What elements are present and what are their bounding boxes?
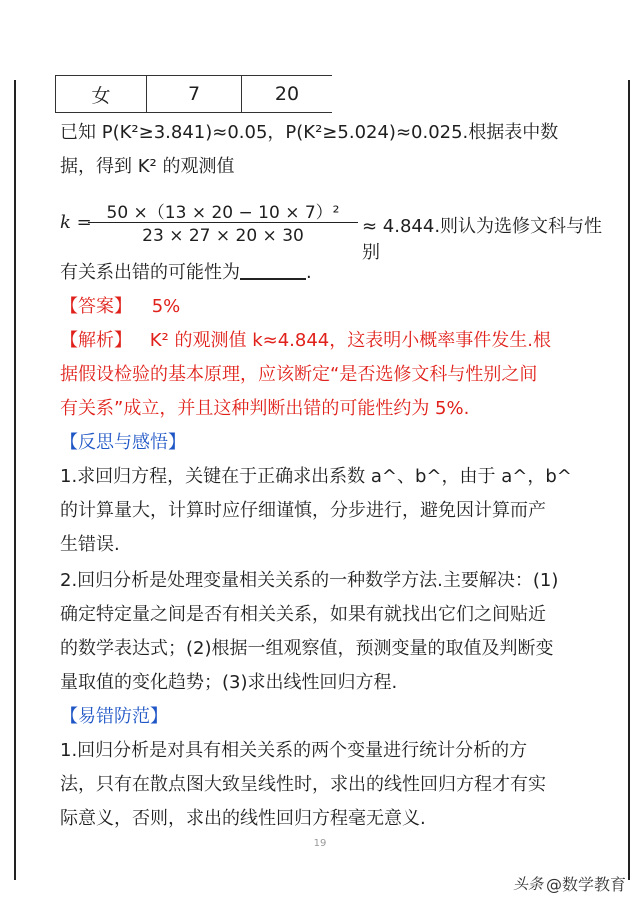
text-line: 2.回归分析是处理变量相关关系的一种数学方法.主要解决：(1) <box>60 570 559 591</box>
page-number: 19 <box>313 838 327 849</box>
watermark <box>513 872 626 895</box>
formula-numerator: 50 ×（13 × 20 − 10 × 7）² <box>106 203 340 223</box>
text-line: 1.回归分析是对具有相关关系的两个变量进行统计分析的方 <box>60 740 528 761</box>
watermark-logo: 头条 <box>512 875 543 893</box>
fraction-bar <box>88 222 358 223</box>
question-line: 有关系出错的可能性为 . <box>60 262 312 283</box>
table-cell: 7 <box>147 76 242 113</box>
data-table <box>55 75 332 113</box>
text-line: 已知 P(K²≥3.841)≈0.05，P(K²≥5.024)≈0.025.根据表中数 <box>60 122 559 143</box>
text-line: 际意义，否则，求出的线性回归方程毫无意义. <box>60 808 426 829</box>
formula-lhs: k = <box>60 212 92 233</box>
text-line: 量取值的变化趋势；(3)求出线性回归方程. <box>60 672 398 693</box>
text-line: 确定特定量之间是否有相关关系，如果有就找出它们之间贴近 <box>60 604 546 625</box>
text-line: 生错误. <box>60 534 120 555</box>
formula-k <box>60 198 620 263</box>
analysis-line: 有关系”成立，并且这种判断出错的可能性约为 5%. <box>60 398 470 419</box>
analysis-line <box>60 326 551 352</box>
formula-rhs: ≈ 4.844.则认为选修文科与性别 <box>362 216 603 263</box>
text-line: 的数学表达式；(2)根据一组观察值，预测变量的取值及判断变 <box>60 638 554 659</box>
text-line: 的计算量大，计算时应仔细谨慎，分步进行，避免因计算而产 <box>60 500 546 521</box>
analysis-line: 据假设检验的基本原理，应该断定“是否选修文科与性别之间 <box>60 364 538 385</box>
question-text: 有关系出错的可能性为 <box>60 262 240 283</box>
section-heading-reflection: 【反思与感悟】 <box>60 432 186 453</box>
watermark-handle: @数学教育 <box>545 875 626 894</box>
table-cell: 20 <box>242 76 333 113</box>
answer-line <box>60 292 180 318</box>
analysis-text: K² 的观测值 k≈4.844，这表明小概率事件发生.根 <box>149 330 551 351</box>
text-line: 法，只有在散点图大致呈线性时，求出的线性回归方程才有实 <box>60 774 546 795</box>
answer-tag: 【答案】 <box>60 296 132 317</box>
table-row <box>56 76 333 113</box>
text-line: 据，得到 K² 的观测值 <box>60 156 235 177</box>
table-cell: 女 <box>56 76 147 113</box>
formula-denominator: 23 × 27 × 20 × 30 <box>142 226 304 246</box>
text-line: 1.求回归方程，关键在于正确求出系数 a^、b^，由于 a^，b^ <box>60 466 572 487</box>
section-heading-pitfalls: 【易错防范】 <box>60 706 168 727</box>
answer-blank <box>240 262 306 280</box>
top-margin <box>0 0 640 80</box>
answer-value: 5% <box>151 296 181 317</box>
analysis-tag: 【解析】 <box>60 330 132 351</box>
